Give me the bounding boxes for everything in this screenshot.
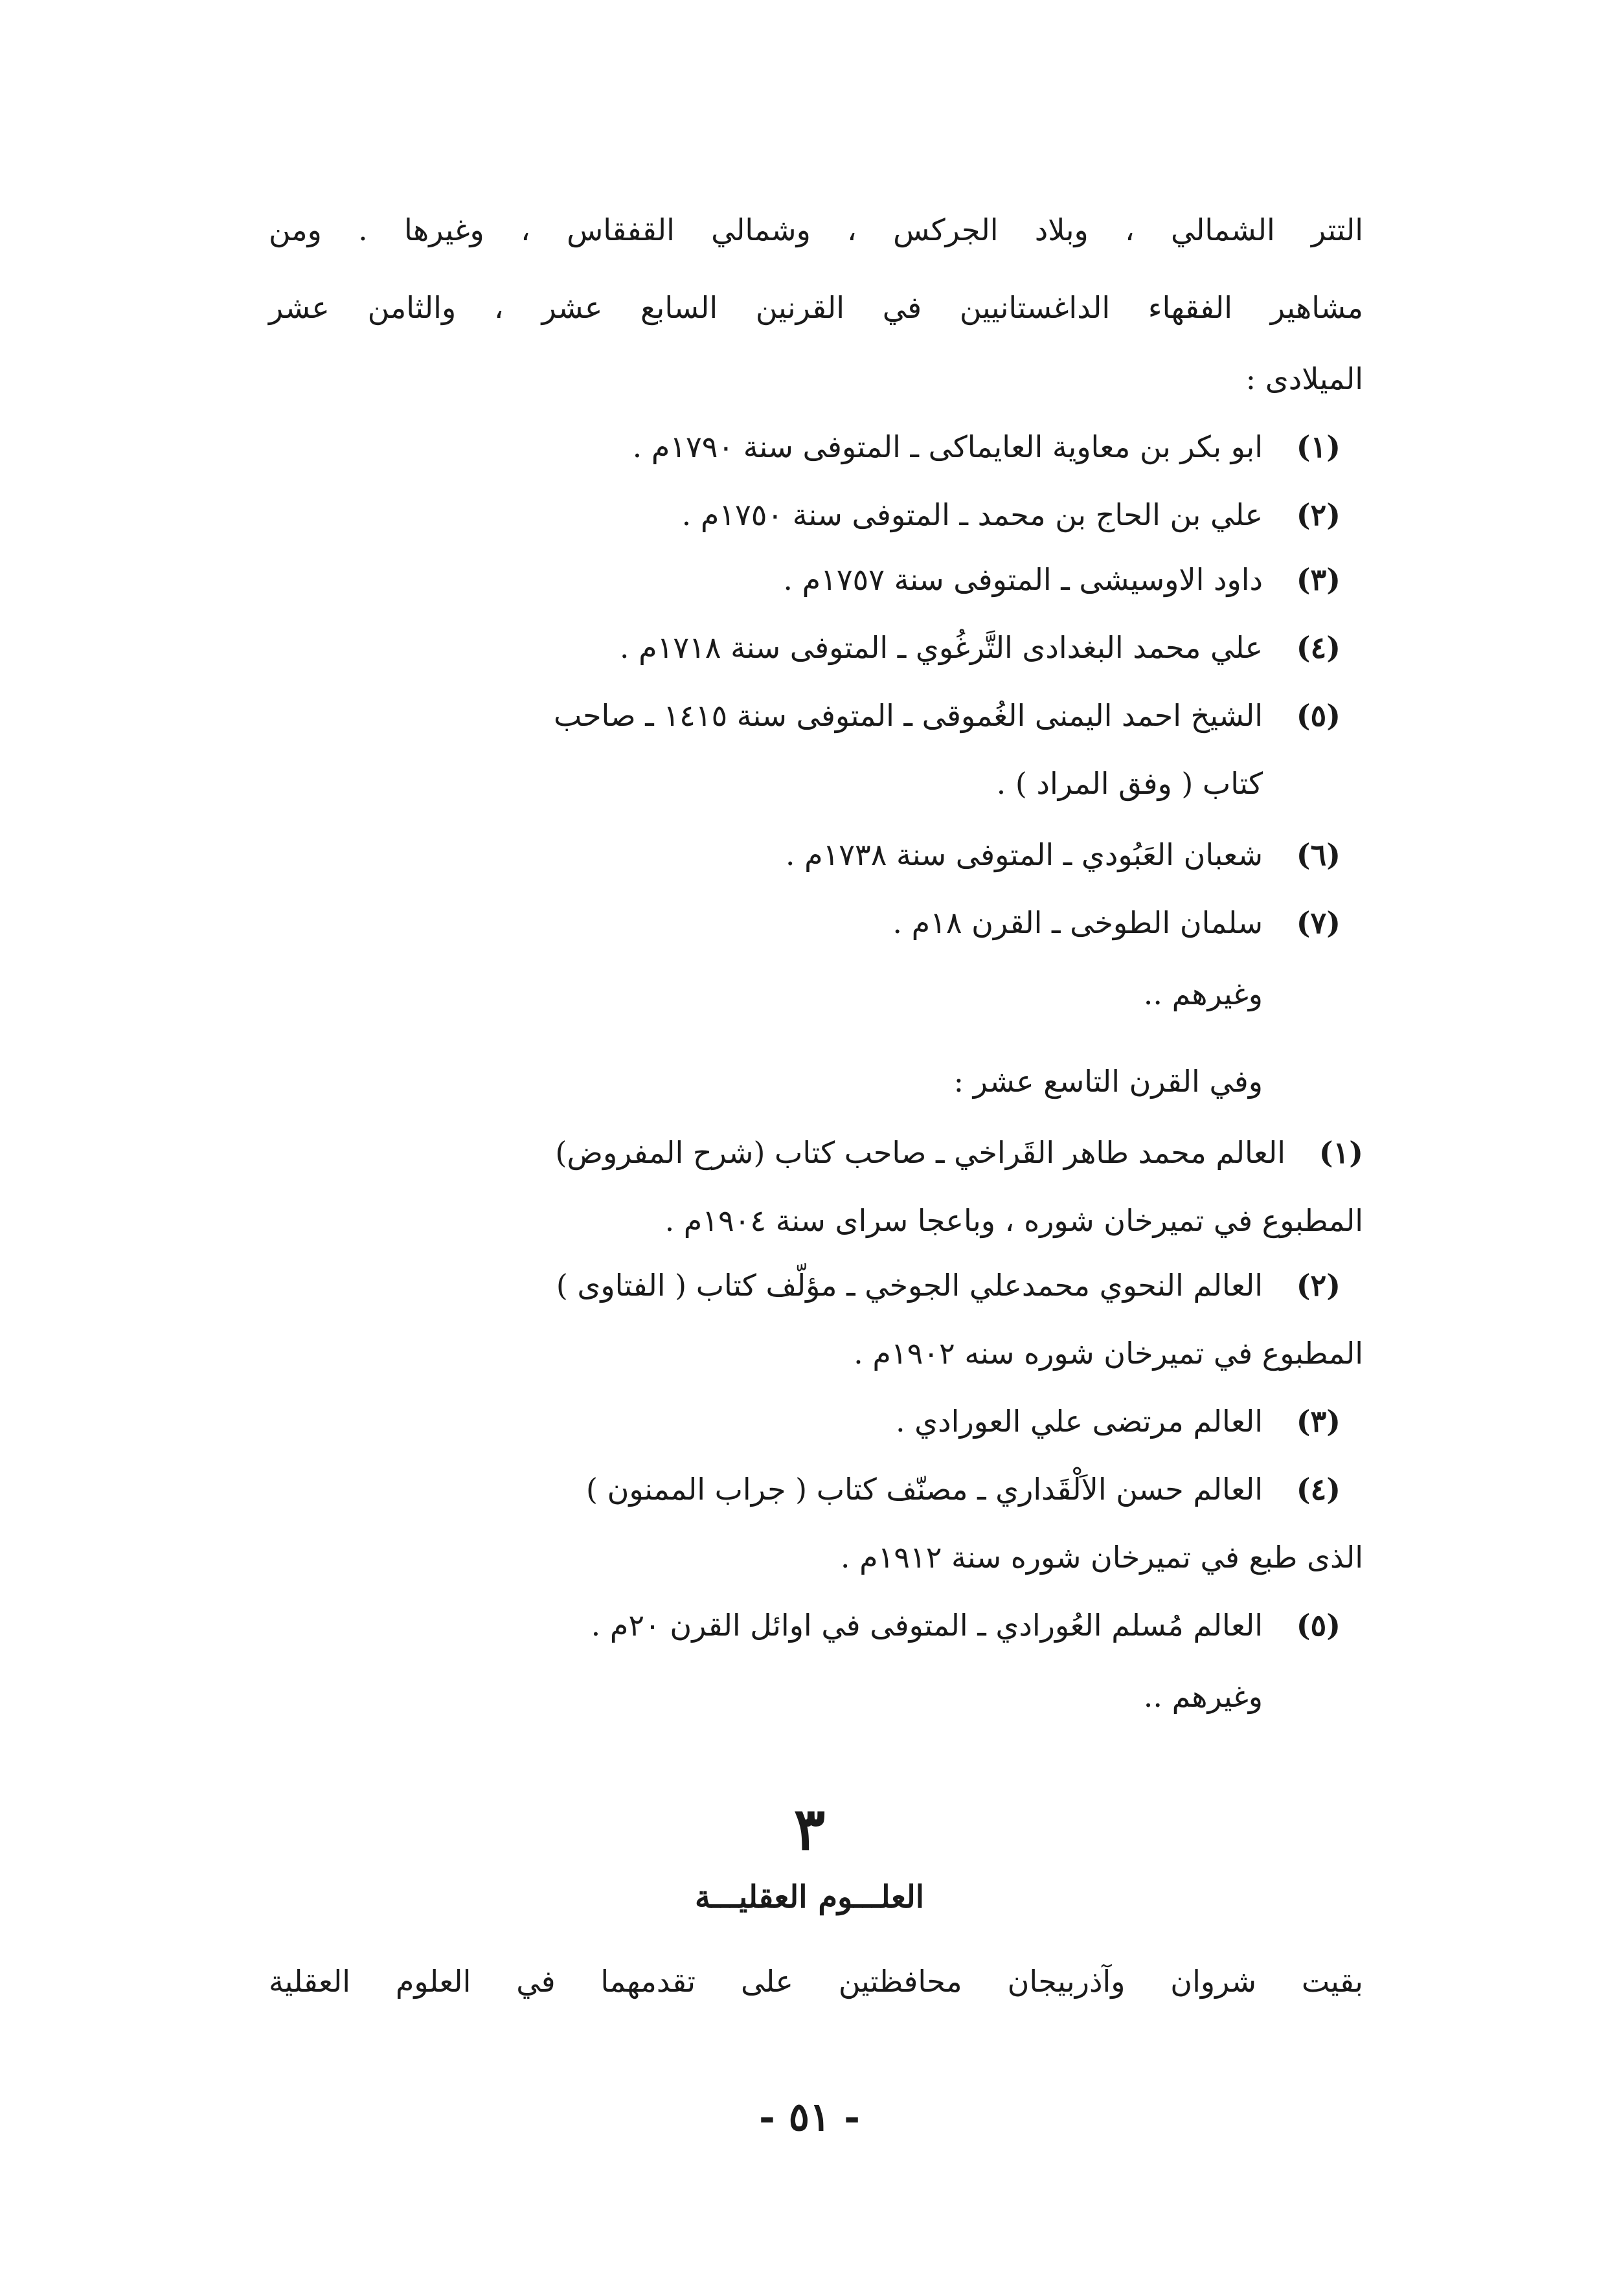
list-item-number: (٢) bbox=[1296, 1268, 1341, 1303]
list-item-number: (٣) bbox=[1296, 1404, 1341, 1439]
list-item-text: علي بن الحاج بن محمد ـ المتوفى سنة ١٧٥٠م . bbox=[681, 497, 1263, 532]
list-item-number: (٥) bbox=[1296, 698, 1341, 733]
list-item-continuation: الذى طبع في تميرخان شوره سنة ١٩١٢م . bbox=[840, 1540, 1363, 1575]
list-item-text: العالم النحوي محمدعلي الجوخي ـ مؤلّف كتاب ( الفتاوى ) bbox=[556, 1268, 1263, 1303]
list-item bbox=[269, 427, 1341, 466]
century-heading: وفي القرن التاسع عشر : bbox=[953, 1064, 1263, 1099]
list-item-continuation: المطبوع في تميرخان شوره ، وباعجا سراى سنة ١٩٠٤م . bbox=[664, 1203, 1363, 1238]
list-item-text: الشيخ احمد اليمنى الغُموقى ـ المتوفى سنة ١٤١٥ ـ صاحب bbox=[553, 698, 1263, 733]
others-note: وغيرهم .. bbox=[1143, 976, 1263, 1011]
list-item bbox=[269, 835, 1341, 874]
list-item-text: العالم محمد طاهر القَراخي ـ صاحب كتاب (شرح المفروض) bbox=[555, 1135, 1285, 1170]
list-item-text: العالم حسن الاَلْقَداري ـ مصنّف كتاب ( جراب الممنون ) bbox=[586, 1472, 1263, 1507]
list-item bbox=[269, 495, 1341, 534]
list-item-continuation: المطبوع في تميرخان شوره سنه ١٩٠٢م . bbox=[854, 1336, 1363, 1371]
list-item-text: علي محمد البغدادى التَّرغُوي ـ المتوفى سنة ١٧١٨م . bbox=[619, 630, 1263, 665]
list-item-text: سلمان الطوخى ـ القرن ١٨م . bbox=[892, 905, 1263, 940]
list-item bbox=[269, 1606, 1341, 1645]
list-item-text: ابو بكر بن معاوية العايماكى ـ المتوفى سنة ١٧٩٠م . bbox=[632, 429, 1263, 464]
list-item-number: (١) bbox=[1296, 429, 1341, 464]
list-item-text: شعبان العَبُودي ـ المتوفى سنة ١٧٣٨م . bbox=[785, 837, 1263, 872]
list-item-number: (٣) bbox=[1296, 562, 1341, 597]
list-item-text: داود الاوسيشى ـ المتوفى سنة ١٧٥٧م . bbox=[783, 562, 1263, 597]
list-item-number: (٤) bbox=[1296, 630, 1341, 665]
others-note: وغيرهم .. bbox=[1143, 1679, 1263, 1714]
list-item bbox=[269, 1133, 1363, 1172]
list-item-number: (٦) bbox=[1296, 837, 1341, 872]
section-first-line: بقيت شروان وآذربيجان محافظتين على تقدمهما في العلوم العقلية bbox=[269, 1964, 1363, 1999]
list-item-text: العالم مُسلم العُورادي ـ المتوفى في اوائل القرن ٢٠م . bbox=[591, 1608, 1263, 1643]
intro-line-3: الميلادى : bbox=[1245, 361, 1363, 396]
list-item-number: (٢) bbox=[1296, 497, 1341, 532]
list-item bbox=[269, 1402, 1341, 1441]
list-item bbox=[269, 696, 1341, 735]
list-item-number: (٧) bbox=[1296, 905, 1341, 940]
list-item bbox=[269, 1470, 1341, 1509]
list-item bbox=[269, 1266, 1341, 1305]
list-item-number: (١) bbox=[1319, 1135, 1363, 1170]
intro-line-2: مشاهير الفقهاء الداغستانيين في القرنين السابع عشر ، والثامن عشر bbox=[269, 290, 1364, 325]
section-number: ٣ bbox=[793, 1795, 826, 1863]
list-item bbox=[269, 903, 1341, 942]
list-item bbox=[269, 560, 1341, 599]
page-number: - ٥١ - bbox=[758, 2095, 861, 2140]
list-item-number: (٥) bbox=[1296, 1608, 1341, 1643]
list-item-text: العالم مرتضى علي العورادي . bbox=[895, 1404, 1263, 1439]
list-item bbox=[269, 628, 1341, 667]
list-item-continuation: كتاب ( وفق المراد ) . bbox=[996, 766, 1263, 801]
intro-line-1: التتر الشمالي ، وبلاد الجركس ، وشمالي القفقاس ، وغيرها . ومن bbox=[269, 212, 1363, 247]
section-title: العلـــوم العقليـــة bbox=[694, 1879, 925, 1915]
list-item-number: (٤) bbox=[1296, 1472, 1341, 1507]
